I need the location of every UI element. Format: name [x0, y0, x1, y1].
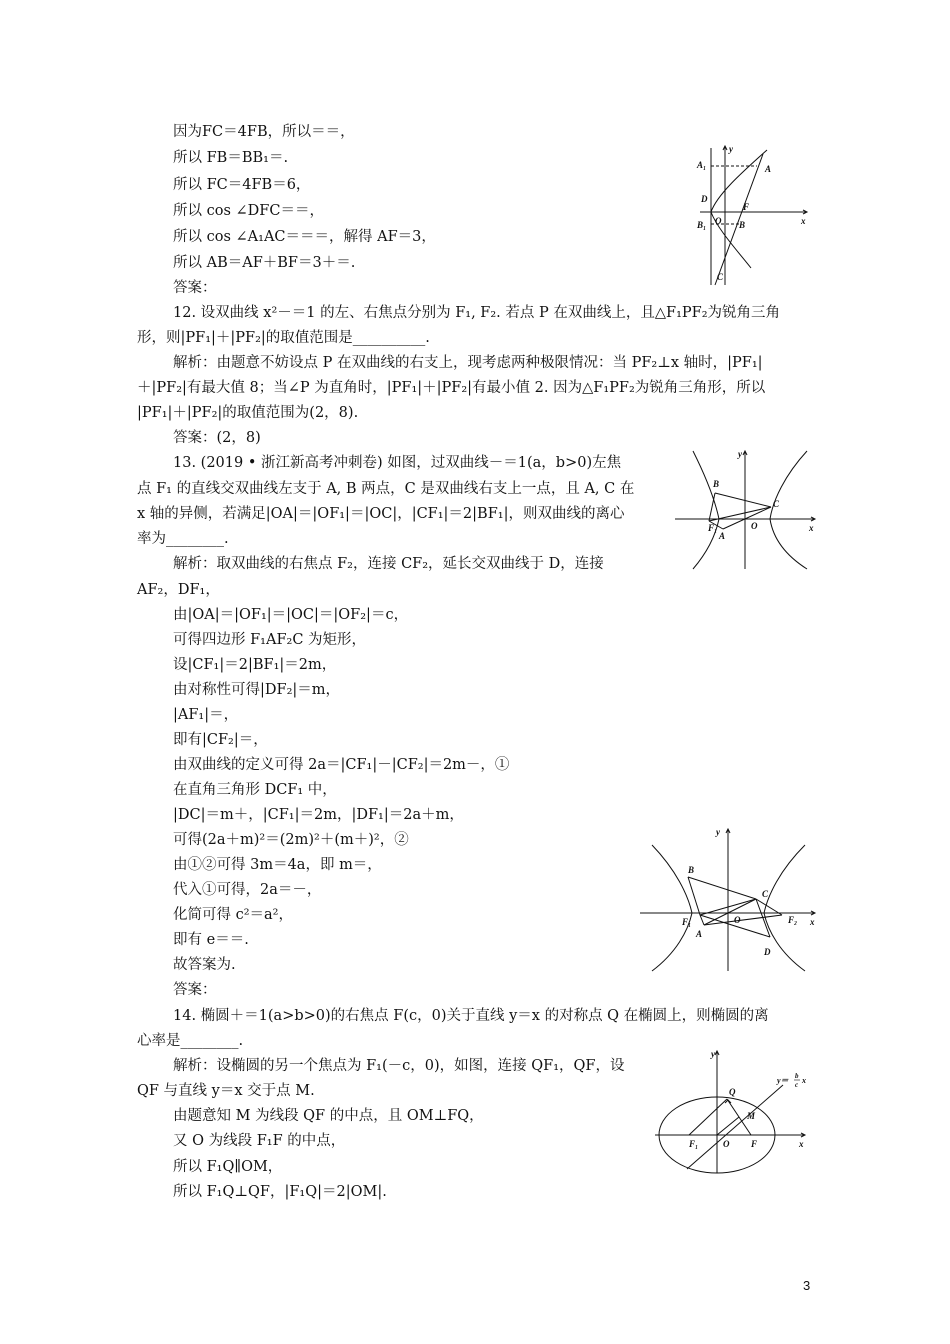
fig1-label-x: x — [801, 216, 806, 226]
text-line: QF 与直线 y＝x 交于点 M. — [137, 1083, 315, 1099]
page-number: 3 — [803, 1278, 811, 1293]
text-line: |PF₁|＋|PF₂|的取值范围为(2，8). — [137, 405, 359, 421]
fig1-label-y: y — [729, 144, 733, 154]
text-line: 心率是________. — [137, 1033, 244, 1049]
fig3-label-f2: F₂ — [788, 915, 798, 925]
fig4-line-c: c — [795, 1081, 799, 1089]
text-line: 14. 椭圆＋＝1(a>b>0)的右焦点 F(c，0)关于直线 y＝x 的对称点 Q 在椭圆上，则椭圆的离 — [173, 1008, 769, 1024]
figure-hyperbola-13b — [640, 825, 820, 975]
fig3-label-f1: F₁ — [682, 917, 692, 927]
text-line: 在直角三角形 DCF₁ 中， — [173, 782, 337, 798]
text-line: 由①②可得 3m＝4a，即 m＝， — [173, 857, 382, 873]
text-line: 由题意知 M 为线段 QF 的中点，且 OM⊥FQ， — [173, 1108, 484, 1124]
fig2-label-c: C — [773, 499, 780, 509]
text-line: 即有|CF₂|＝， — [173, 732, 268, 748]
fig4-label-f1: F₁ — [689, 1139, 699, 1149]
fig2-label-x: x — [809, 523, 814, 533]
text-line: 所以 AB＝AF＋BF＝3＋＝. — [173, 255, 356, 271]
text-line: 所以 FB＝BB₁＝. — [173, 150, 289, 166]
fig4-label-m: M — [747, 1111, 756, 1121]
text-line: 因为FC＝4FB，所以＝＝， — [173, 124, 355, 140]
fig4-label-f: F — [751, 1139, 758, 1149]
fig4-label-q: Q — [729, 1087, 736, 1097]
text-line: 所以 FC＝4FB＝6， — [173, 177, 311, 193]
fig1-label-a1: A₁ — [697, 160, 707, 170]
fig2-label-f1: F₁ — [708, 523, 718, 533]
fig1-label-b1: B₁ — [697, 220, 707, 230]
text-line: 故答案为. — [173, 957, 236, 973]
text-line: 设|CF₁|＝2|BF₁|＝2m， — [173, 657, 337, 673]
text-line: 所以 F₁Q⊥QF，|F₁Q|＝2|OM|. — [173, 1184, 387, 1200]
text-line: |AF₁|＝， — [173, 707, 239, 723]
text-line: 解析：设椭圆的另一个焦点为 F₁(－c，0)，如图，连接 QF₁，QF，设 — [173, 1058, 625, 1074]
text-line: 即有 e＝＝. — [173, 932, 249, 948]
text-line: 答案： — [173, 280, 217, 296]
fig2-label-a: A — [719, 531, 726, 541]
text-line: 所以 F₁Q∥OM， — [173, 1159, 283, 1175]
text-line: 解析：取双曲线的右焦点 F₂，连接 CF₂，延长交双曲线于 D，连接 — [173, 556, 604, 572]
text-line: ＋|PF₂|有最大值 8；当∠P 为直角时，|PF₁|＋|PF₂|有最小值 2. 因为△F₁PF₂为锐角三角形，所以 — [137, 380, 766, 396]
fig3-label-c: C — [762, 889, 769, 899]
fig2-label-b: B — [713, 479, 720, 489]
fig4-label-o: O — [723, 1139, 730, 1149]
fig3-label-o: O — [734, 915, 741, 925]
figure-ellipse-14 — [655, 1045, 820, 1175]
text-line: AF₂，DF₁， — [137, 582, 220, 598]
fig1-label-b: B — [739, 220, 746, 230]
text-line: 答案：(2，8) — [173, 430, 261, 446]
text-line: 所以 cos ∠DFC＝＝， — [173, 203, 324, 219]
text-line: 可得四边形 F₁AF₂C 为矩形， — [173, 632, 367, 648]
text-line: x 轴的异侧，若满足|OA|＝|OF₁|＝|OC|，|CF₁|＝2|BF₁|，则双曲线的离心 — [137, 506, 625, 522]
figure-hyperbola-13a — [675, 445, 820, 573]
fig3-label-y: y — [716, 827, 720, 837]
text-line: 形，则|PF₁|＋|PF₂|的取值范围是__________. — [137, 330, 430, 346]
text-line: |DC|＝m＋，|CF₁|＝2m，|DF₁|＝2a＋m， — [173, 807, 464, 823]
fig4-line-x: x — [802, 1076, 806, 1085]
fig3-label-x: x — [810, 917, 815, 927]
fig1-label-a: A — [765, 164, 772, 174]
text-line: 13. (2019 • 浙江新高考冲刺卷) 如图，过双曲线－＝1(a，b>0)左焦 — [173, 455, 622, 471]
text-line: 代入①可得，2a＝－， — [173, 882, 322, 898]
text-line: 率为________. — [137, 531, 229, 547]
text-line: 12. 设双曲线 x²－＝1 的左、右焦点分别为 F₁, F₂. 若点 P 在双曲线上，且△F₁PF₂为锐角三角 — [173, 305, 781, 321]
figure-parabola-chord — [695, 140, 815, 290]
fig4-line-b: b — [795, 1072, 799, 1080]
text-line: 所以 cos ∠A₁AC＝＝＝，解得 AF＝3， — [173, 229, 436, 245]
text-line: 又 O 为线段 F₁F 的中点， — [173, 1133, 346, 1149]
fig1-label-o: O — [715, 216, 722, 226]
text-line: 由|OA|＝|OF₁|＝|OC|＝|OF₂|＝c， — [173, 607, 409, 623]
fig3-label-a: A — [696, 929, 703, 939]
fig2-label-y: y — [738, 449, 742, 459]
fig3-label-d: D — [764, 947, 771, 957]
fig3-label-b: B — [688, 865, 695, 875]
text-line: 化简可得 c²＝a²， — [173, 907, 293, 923]
text-line: 由对称性可得|DF₂|＝m， — [173, 682, 341, 698]
text-line: 可得(2a＋m)²＝(2m)²＋(m＋)²，② — [173, 832, 409, 848]
fig1-label-f: F — [743, 202, 750, 212]
text-line: 答案： — [173, 982, 217, 998]
fig4-line-label: y＝ — [777, 1076, 789, 1085]
fig1-label-d: D — [701, 194, 708, 204]
fig2-label-o: O — [751, 521, 758, 531]
fig1-label-c: C — [717, 272, 724, 282]
text-line: 由双曲线的定义可得 2a＝|CF₁|－|CF₂|＝2m－，① — [173, 757, 510, 773]
text-line: 解析：由题意不妨设点 P 在双曲线的右支上，现考虑两种极限情况：当 PF₂⊥x 轴时，|PF₁| — [173, 355, 763, 371]
fig4-label-y: y — [711, 1049, 715, 1059]
fig4-label-x: x — [799, 1139, 804, 1149]
text-line: 点 F₁ 的直线交双曲线左支于 A, B 两点，C 是双曲线右支上一点，且 A, C 在 — [137, 481, 635, 497]
